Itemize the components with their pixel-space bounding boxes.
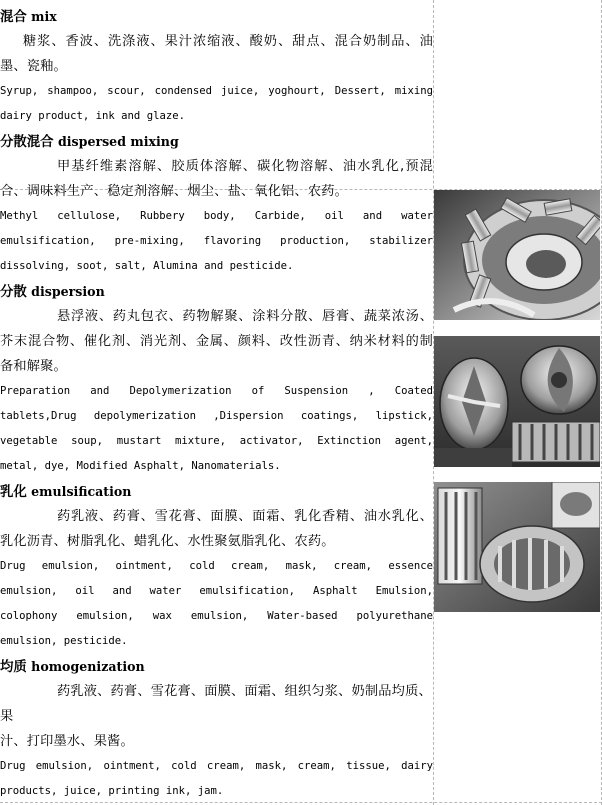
rotor-stator-photo-2 [434, 336, 600, 467]
rotor-stator-photo-3 [434, 482, 600, 612]
heading-emulsification [0, 479, 433, 504]
dispersed-mixing-zh-line-2: 合、调味料生产、稳定剂溶解、烟尘、盐、氧化铝、农药。 [0, 184, 349, 199]
emulsification-en-line-2: emulsion, oil and water emulsification, Asphalt Emulsion, [0, 585, 433, 597]
heading-homogenization [0, 654, 433, 679]
heading-zh: 分散 [0, 284, 27, 300]
dispersion-en-line-2: tablets,Drug depolymerization ,Dispersion coatings, lipstick, [0, 410, 433, 422]
heading-mix [0, 4, 433, 29]
dispersion-en-line-3: vegetable soup, mustart mixture, activator, Extinction agent, [0, 435, 433, 447]
heading-en: dispersed mixing [57, 134, 179, 149]
mix-en-line-2: dairy product, ink and glaze. [0, 110, 185, 122]
homogenization-en-line-1: Drug emulsion, ointment, cold cream, mask, cream, tissue, dairy [0, 760, 433, 772]
heading-en: dispersion [31, 284, 105, 299]
dispersion-en-line-1: Preparation and Depolymerization of Suspension , Coated [0, 385, 433, 397]
application-text-column [0, 4, 433, 804]
heading-zh: 混合 [0, 9, 27, 25]
emulsification-en-line-1: Drug emulsion, ointment, cold cream, mask, cream, essence [0, 560, 433, 572]
dispersed-mixing-en-line-1: Methyl cellulose, Rubbery body, Carbide, oil and water [0, 210, 433, 222]
heading-en: emulsification [31, 484, 132, 499]
mix-zh-line-1: 糖浆、香波、洗涤液、果汁浓缩液、酸奶、甜点、混合奶制品、油 [23, 34, 433, 49]
homogenization-en-line-2: products, juice, printing ink, jam. [0, 785, 224, 797]
emulsification-en-line-4: emulsion, pesticide. [0, 635, 128, 647]
homogenization-zh-line-2: 果 [0, 709, 14, 724]
dispersion-zh-line-2: 芥末混合物、催化剂、消光剂、金属、颜料、改性沥青、纳米材料的制 [0, 334, 433, 349]
mix-zh-line-2: 墨、瓷釉。 [0, 59, 67, 74]
homogenization-zh-line-1: 药乳液、药膏、雪花膏、面膜、面霜、组织匀浆、奶制品均质、 [57, 684, 432, 699]
homogenization-zh-line-3: 汁、打印墨水、果酱。 [0, 734, 134, 749]
dispersion-zh-line-3: 备和解聚。 [0, 359, 67, 374]
dispersed-mixing-en-line-2: emulsification, pre-mixing, flavoring production, stabilizer [0, 235, 433, 247]
heading-en: mix [31, 9, 57, 24]
heading-dispersion [0, 279, 433, 304]
dispersed-mixing-zh-line-1: 甲基纤维素溶解、胶质体溶解、碳化物溶解、油水乳化,预混 [57, 159, 433, 174]
heading-dispersed-mixing [0, 129, 433, 154]
emulsification-en-line-3: colophony emulsion, wax emulsion, Water-based polyurethane [0, 610, 433, 622]
rotor-stator-photo-1 [434, 190, 600, 320]
emulsification-zh-line-1: 药乳液、药膏、雪花膏、面膜、面霜、乳化香精、油水乳化、 [57, 509, 433, 524]
dispersion-en-line-4: metal, dye, Modified Asphalt, Nanomaterials. [0, 460, 281, 472]
heading-en: homogenization [31, 659, 145, 674]
dispersed-mixing-en-line-3: dissolving, soot, salt, Alumina and pesticide. [0, 260, 294, 272]
mix-en-line-1: Syrup, shampoo, scour, condensed juice, yoghourt, Dessert, mixing [0, 85, 433, 97]
heading-zh: 均质 [0, 659, 27, 675]
emulsification-zh-line-2: 乳化沥青、树脂乳化、蜡乳化、水性聚氨脂乳化、农药。 [0, 534, 335, 549]
heading-zh: 分散混合 [0, 134, 54, 150]
heading-zh: 乳化 [0, 484, 27, 500]
dispersion-zh-line-1: 悬浮液、药丸包衣、药物解聚、涂料分散、唇膏、蔬菜浓汤、 [57, 309, 433, 324]
